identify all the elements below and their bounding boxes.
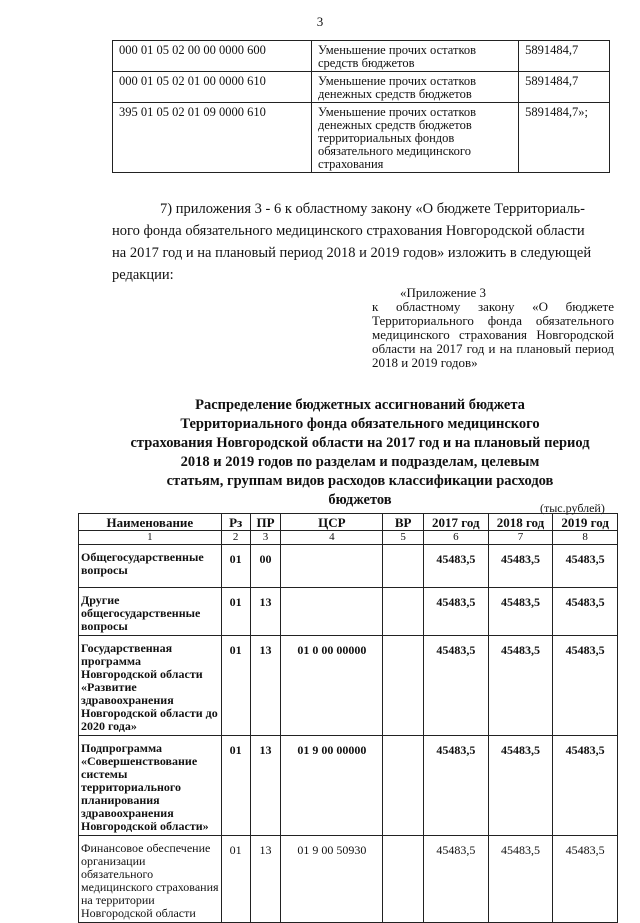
title-line: 2018 и 2019 годов по разделам и подразделам, целевым	[180, 454, 540, 470]
amount-cell: 5891484,7	[519, 41, 610, 72]
row-rz: 01	[221, 545, 250, 588]
row-csr: 01 0 00 00000	[281, 636, 383, 736]
table-row	[113, 41, 610, 72]
row-2018: 45483,5	[488, 588, 553, 636]
column-number: 8	[553, 531, 618, 545]
row-rz: 01	[221, 836, 250, 923]
unit-label: (тыс.рублей)	[540, 501, 605, 515]
row-2019: 45483,5	[553, 588, 618, 636]
paragraph-line: на 2017 год и на плановый период 2018 и 2019 годов» изложить в следующей	[112, 245, 592, 261]
column-number: 4	[281, 531, 383, 545]
code-cell: 000 01 05 02 00 00 0000 600	[113, 41, 312, 72]
row-pr: 00	[250, 545, 281, 588]
row-name: Государственная программа Новгородской области «Развитие здравоохранения Новгородской области до 2020 года»	[79, 636, 222, 736]
column-number: 6	[423, 531, 488, 545]
row-2018: 45483,5	[488, 836, 553, 923]
annex-body: к областному закону «О бюджете Территориального фонда обязательного медицинского страхования Новгородской области на 2017 год и на плановый период 2018 и 2019 годов»	[372, 299, 614, 370]
row-2018: 45483,5	[488, 736, 553, 836]
table-row	[79, 545, 618, 588]
table-row	[113, 72, 610, 103]
paragraph-line: 7) приложения 3 - 6 к областному закону «О бюджете Территориаль-	[160, 201, 585, 217]
header-2017: 2017 год	[423, 514, 488, 531]
paragraph-line: редакции:	[112, 267, 174, 283]
row-name: Другие общегосударственные вопросы	[79, 588, 222, 636]
column-number: 7	[488, 531, 553, 545]
sources-table	[112, 40, 610, 173]
header-row	[79, 514, 618, 531]
row-2018: 45483,5	[488, 545, 553, 588]
paragraph-line: ного фонда обязательного медицинского страхования Новгородской области	[112, 223, 585, 239]
row-csr: 01 9 00 50930	[281, 836, 383, 923]
description-cell: Уменьшение прочих остатков денежных средств бюджетов территориальных фондов обязательного медицинского страхования	[312, 103, 519, 173]
page-number: 3	[316, 14, 324, 29]
row-pr: 13	[250, 736, 281, 836]
title-line: бюджетов	[328, 492, 392, 508]
amendment-paragraph	[112, 198, 612, 286]
header-2018: 2018 год	[488, 514, 553, 531]
row-rz: 01	[221, 736, 250, 836]
row-vr	[383, 588, 424, 636]
row-csr	[281, 545, 383, 588]
header-pr: ПР	[250, 514, 281, 531]
table-row	[79, 736, 618, 836]
row-name: Общегосударственные вопросы	[79, 545, 222, 588]
document-title	[80, 396, 640, 510]
header-rz: Рз	[221, 514, 250, 531]
row-2017: 45483,5	[423, 736, 488, 836]
table-row	[79, 836, 618, 923]
row-2019: 45483,5	[553, 545, 618, 588]
allocation-table	[78, 513, 618, 923]
annex-title: «Приложение 3	[400, 285, 487, 300]
header-name: Наименование	[79, 514, 222, 531]
title-line: страхования Новгородской области на 2017 год и на плановый период	[130, 435, 590, 451]
row-vr	[383, 545, 424, 588]
row-pr: 13	[250, 636, 281, 736]
row-2019: 45483,5	[553, 636, 618, 736]
amount-cell: 5891484,7»;	[519, 103, 610, 173]
column-number: 2	[221, 531, 250, 545]
row-2017: 45483,5	[423, 636, 488, 736]
row-pr: 13	[250, 836, 281, 923]
code-cell: 000 01 05 02 01 00 0000 610	[113, 72, 312, 103]
column-number: 5	[383, 531, 424, 545]
row-name: Финансовое обеспечение организации обязательного медицинского страхования на территории Новгородской области	[79, 836, 222, 923]
row-2018: 45483,5	[488, 636, 553, 736]
row-2019: 45483,5	[553, 736, 618, 836]
row-rz: 01	[221, 636, 250, 736]
title-line: Территориального фонда обязательного медицинского	[180, 416, 540, 432]
row-2017: 45483,5	[423, 588, 488, 636]
column-number: 1	[79, 531, 222, 545]
row-2017: 45483,5	[423, 836, 488, 923]
row-csr	[281, 588, 383, 636]
header-vr: ВР	[383, 514, 424, 531]
row-vr	[383, 636, 424, 736]
title-line: Распределение бюджетных ассигнований бюджета	[195, 397, 525, 413]
title-line: статьям, группам видов расходов классификации расходов	[166, 473, 554, 489]
code-cell: 395 01 05 02 01 09 0000 610	[113, 103, 312, 173]
row-rz: 01	[221, 588, 250, 636]
row-2019: 45483,5	[553, 836, 618, 923]
column-number-row	[79, 531, 618, 545]
description-cell: Уменьшение прочих остатков средств бюджетов	[312, 41, 519, 72]
table-row	[79, 588, 618, 636]
row-name: Подпрограмма «Совершенствование системы территориального планирования здравоохранения Новгородской области»	[79, 736, 222, 836]
header-2019: 2019 год	[553, 514, 618, 531]
amount-cell: 5891484,7	[519, 72, 610, 103]
table-row	[113, 103, 610, 173]
description-cell: Уменьшение прочих остатков денежных средств бюджетов	[312, 72, 519, 103]
row-vr	[383, 836, 424, 923]
row-vr	[383, 736, 424, 836]
row-csr: 01 9 00 00000	[281, 736, 383, 836]
column-number: 3	[250, 531, 281, 545]
annex-reference	[372, 286, 614, 370]
table-row	[79, 636, 618, 736]
header-csr: ЦСР	[281, 514, 383, 531]
row-pr: 13	[250, 588, 281, 636]
row-2017: 45483,5	[423, 545, 488, 588]
